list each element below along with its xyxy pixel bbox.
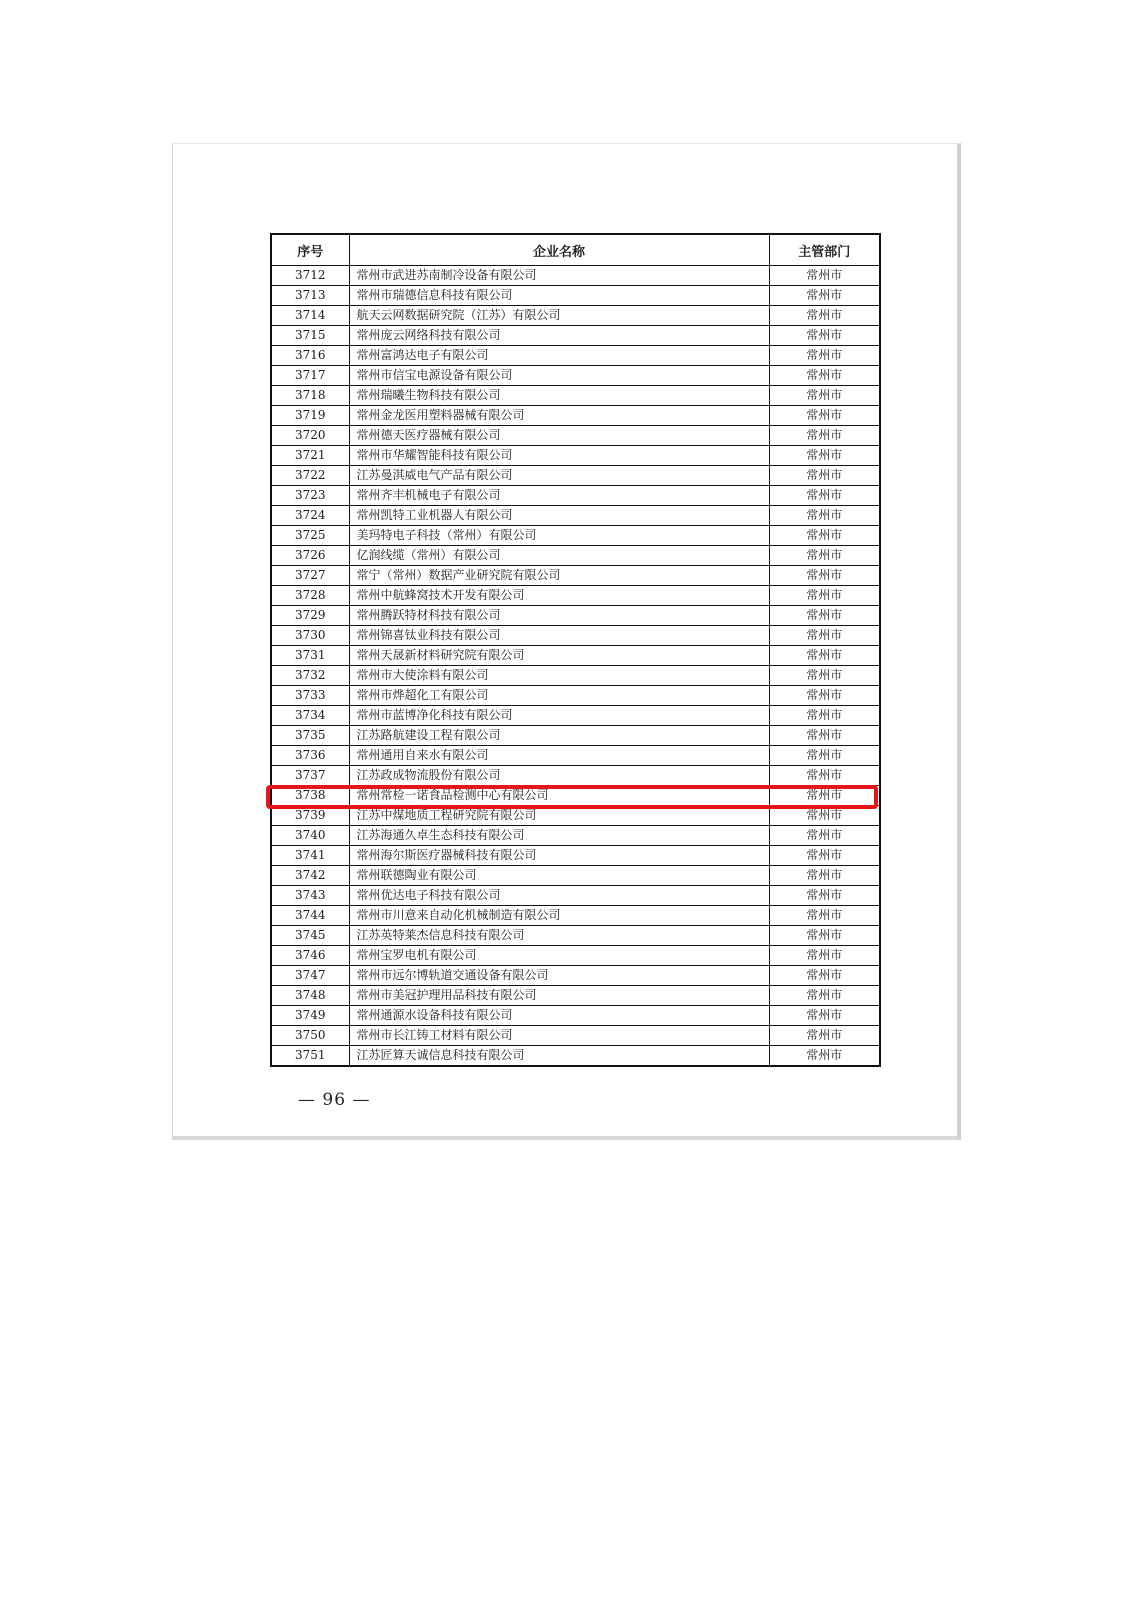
row-department: 常州市 (769, 546, 880, 566)
row-serial-number: 3718 (271, 386, 349, 406)
row-serial-number: 3715 (271, 326, 349, 346)
table-row (271, 866, 880, 886)
row-serial-number: 3731 (271, 646, 349, 666)
row-company-name: 常州市烨超化工有限公司 (349, 686, 769, 706)
row-department: 常州市 (769, 366, 880, 386)
row-serial-number: 3725 (271, 526, 349, 546)
row-serial-number: 3734 (271, 706, 349, 726)
table-row (271, 686, 880, 706)
row-company-name: 常州德天医疗器械有限公司 (349, 426, 769, 446)
row-company-name: 常州市美冠护理用品科技有限公司 (349, 986, 769, 1006)
row-company-name: 常州市信宝电源设备有限公司 (349, 366, 769, 386)
table-row (271, 646, 880, 666)
table-row (271, 1046, 880, 1067)
row-department: 常州市 (769, 766, 880, 786)
row-serial-number: 3751 (271, 1046, 349, 1067)
row-company-name: 常州常检一诺食品检测中心有限公司 (349, 786, 769, 806)
row-serial-number: 3724 (271, 506, 349, 526)
row-company-name: 常州市华耀智能科技有限公司 (349, 446, 769, 466)
row-serial-number: 3750 (271, 1026, 349, 1046)
header-department: 主管部门 (769, 234, 880, 266)
row-serial-number: 3743 (271, 886, 349, 906)
header-company-name: 企业名称 (349, 234, 769, 266)
table-row (271, 966, 880, 986)
row-department: 常州市 (769, 886, 880, 906)
table-row (271, 986, 880, 1006)
row-serial-number: 3713 (271, 286, 349, 306)
row-company-name: 常州金龙医用塑料器械有限公司 (349, 406, 769, 426)
row-serial-number: 3714 (271, 306, 349, 326)
row-company-name: 江苏英特莱杰信息科技有限公司 (349, 926, 769, 946)
table-row (271, 726, 880, 746)
row-company-name: 常州市远尔博轨道交通设备有限公司 (349, 966, 769, 986)
row-department: 常州市 (769, 786, 880, 806)
row-company-name: 亿润线缆（常州）有限公司 (349, 546, 769, 566)
row-department: 常州市 (769, 686, 880, 706)
row-serial-number: 3742 (271, 866, 349, 886)
table-row (271, 506, 880, 526)
row-serial-number: 3720 (271, 426, 349, 446)
table-row (271, 806, 880, 826)
table-row (271, 846, 880, 866)
row-serial-number: 3723 (271, 486, 349, 506)
row-serial-number: 3730 (271, 626, 349, 646)
row-department: 常州市 (769, 346, 880, 366)
row-serial-number: 3719 (271, 406, 349, 426)
row-serial-number: 3745 (271, 926, 349, 946)
row-serial-number: 3738 (271, 786, 349, 806)
row-company-name: 常州齐丰机械电子有限公司 (349, 486, 769, 506)
row-serial-number: 3716 (271, 346, 349, 366)
table-row (271, 366, 880, 386)
row-serial-number: 3747 (271, 966, 349, 986)
row-department: 常州市 (769, 626, 880, 646)
row-serial-number: 3735 (271, 726, 349, 746)
row-company-name: 常州富鸿达电子有限公司 (349, 346, 769, 366)
row-department: 常州市 (769, 506, 880, 526)
row-company-name: 江苏曼淇威电气产品有限公司 (349, 466, 769, 486)
table-row (271, 346, 880, 366)
row-department: 常州市 (769, 986, 880, 1006)
row-department: 常州市 (769, 726, 880, 746)
table-row (271, 386, 880, 406)
row-serial-number: 3736 (271, 746, 349, 766)
row-department: 常州市 (769, 966, 880, 986)
table-row (271, 1026, 880, 1046)
row-serial-number: 3749 (271, 1006, 349, 1026)
row-company-name: 常州联德陶业有限公司 (349, 866, 769, 886)
row-company-name: 航天云网数据研究院（江苏）有限公司 (349, 306, 769, 326)
row-department: 常州市 (769, 846, 880, 866)
row-company-name: 常州市蓝博净化科技有限公司 (349, 706, 769, 726)
table-row (271, 1006, 880, 1026)
table-row (271, 926, 880, 946)
row-serial-number: 3746 (271, 946, 349, 966)
table-row (271, 786, 880, 806)
row-department: 常州市 (769, 266, 880, 286)
enterprise-table (270, 233, 881, 1067)
table-row (271, 766, 880, 786)
row-company-name: 常州凯特工业机器人有限公司 (349, 506, 769, 526)
row-serial-number: 3741 (271, 846, 349, 866)
row-serial-number: 3737 (271, 766, 349, 786)
row-department: 常州市 (769, 586, 880, 606)
table-row (271, 526, 880, 546)
row-serial-number: 3728 (271, 586, 349, 606)
row-department: 常州市 (769, 446, 880, 466)
table-row (271, 906, 880, 926)
row-company-name: 江苏路航建设工程有限公司 (349, 726, 769, 746)
row-serial-number: 3727 (271, 566, 349, 586)
table-row (271, 266, 880, 286)
table-row (271, 666, 880, 686)
row-department: 常州市 (769, 386, 880, 406)
table-row (271, 446, 880, 466)
table-row (271, 566, 880, 586)
row-department: 常州市 (769, 1006, 880, 1026)
row-department: 常州市 (769, 286, 880, 306)
table-row (271, 486, 880, 506)
table-header-row (271, 234, 880, 266)
row-serial-number: 3726 (271, 546, 349, 566)
table-row (271, 466, 880, 486)
row-department: 常州市 (769, 906, 880, 926)
row-department: 常州市 (769, 526, 880, 546)
header-serial-number: 序号 (271, 234, 349, 266)
table-row (271, 826, 880, 846)
row-department: 常州市 (769, 1046, 880, 1067)
row-company-name: 常州市大使涂料有限公司 (349, 666, 769, 686)
row-company-name: 常州庞云网络科技有限公司 (349, 326, 769, 346)
row-serial-number: 3744 (271, 906, 349, 926)
row-company-name: 江苏匠算天诚信息科技有限公司 (349, 1046, 769, 1067)
row-serial-number: 3740 (271, 826, 349, 846)
row-company-name: 江苏海通久卓生态科技有限公司 (349, 826, 769, 846)
table-row (271, 586, 880, 606)
table-row (271, 546, 880, 566)
row-company-name: 江苏政成物流股份有限公司 (349, 766, 769, 786)
row-company-name: 常州通源水设备科技有限公司 (349, 1006, 769, 1026)
row-company-name: 常州通用自来水有限公司 (349, 746, 769, 766)
row-company-name: 常州市川意来自动化机械制造有限公司 (349, 906, 769, 926)
row-company-name: 常州锦喜钛业科技有限公司 (349, 626, 769, 646)
row-serial-number: 3739 (271, 806, 349, 826)
row-company-name: 常州腾跃特材科技有限公司 (349, 606, 769, 626)
row-serial-number: 3721 (271, 446, 349, 466)
row-department: 常州市 (769, 926, 880, 946)
row-serial-number: 3748 (271, 986, 349, 1006)
row-company-name: 常州市长江铸工材料有限公司 (349, 1026, 769, 1046)
row-department: 常州市 (769, 806, 880, 826)
table-row (271, 306, 880, 326)
row-department: 常州市 (769, 666, 880, 686)
row-company-name: 常州中航蜂窝技术开发有限公司 (349, 586, 769, 606)
row-company-name: 常州瑞曦生物科技有限公司 (349, 386, 769, 406)
row-serial-number: 3717 (271, 366, 349, 386)
row-department: 常州市 (769, 1026, 880, 1046)
row-department: 常州市 (769, 606, 880, 626)
row-serial-number: 3732 (271, 666, 349, 686)
row-serial-number: 3722 (271, 466, 349, 486)
row-company-name: 美玛特电子科技（常州）有限公司 (349, 526, 769, 546)
table-row (271, 326, 880, 346)
row-company-name: 常州市武进苏南制冷设备有限公司 (349, 266, 769, 286)
row-department: 常州市 (769, 566, 880, 586)
row-department: 常州市 (769, 406, 880, 426)
row-department: 常州市 (769, 486, 880, 506)
row-department: 常州市 (769, 306, 880, 326)
row-department: 常州市 (769, 646, 880, 666)
row-company-name: 常州优达电子科技有限公司 (349, 886, 769, 906)
row-department: 常州市 (769, 746, 880, 766)
row-company-name: 江苏中煤地质工程研究院有限公司 (349, 806, 769, 826)
row-department: 常州市 (769, 946, 880, 966)
row-company-name: 常州宝罗电机有限公司 (349, 946, 769, 966)
row-department: 常州市 (769, 826, 880, 846)
table-row (271, 946, 880, 966)
row-company-name: 常州海尔斯医疗器械科技有限公司 (349, 846, 769, 866)
table-row (271, 626, 880, 646)
row-department: 常州市 (769, 326, 880, 346)
table-row (271, 606, 880, 626)
row-department: 常州市 (769, 866, 880, 886)
table-row (271, 706, 880, 726)
table-row (271, 286, 880, 306)
row-company-name: 常州市瑞德信息科技有限公司 (349, 286, 769, 306)
table-row (271, 746, 880, 766)
row-department: 常州市 (769, 426, 880, 446)
row-department: 常州市 (769, 466, 880, 486)
row-company-name: 常宁（常州）数据产业研究院有限公司 (349, 566, 769, 586)
row-serial-number: 3712 (271, 266, 349, 286)
table-row (271, 886, 880, 906)
row-serial-number: 3733 (271, 686, 349, 706)
page-number: — 96 — (298, 1090, 371, 1110)
table-row (271, 406, 880, 426)
table-body (271, 266, 880, 1067)
row-department: 常州市 (769, 706, 880, 726)
row-company-name: 常州天晟新材料研究院有限公司 (349, 646, 769, 666)
row-serial-number: 3729 (271, 606, 349, 626)
table-row (271, 426, 880, 446)
